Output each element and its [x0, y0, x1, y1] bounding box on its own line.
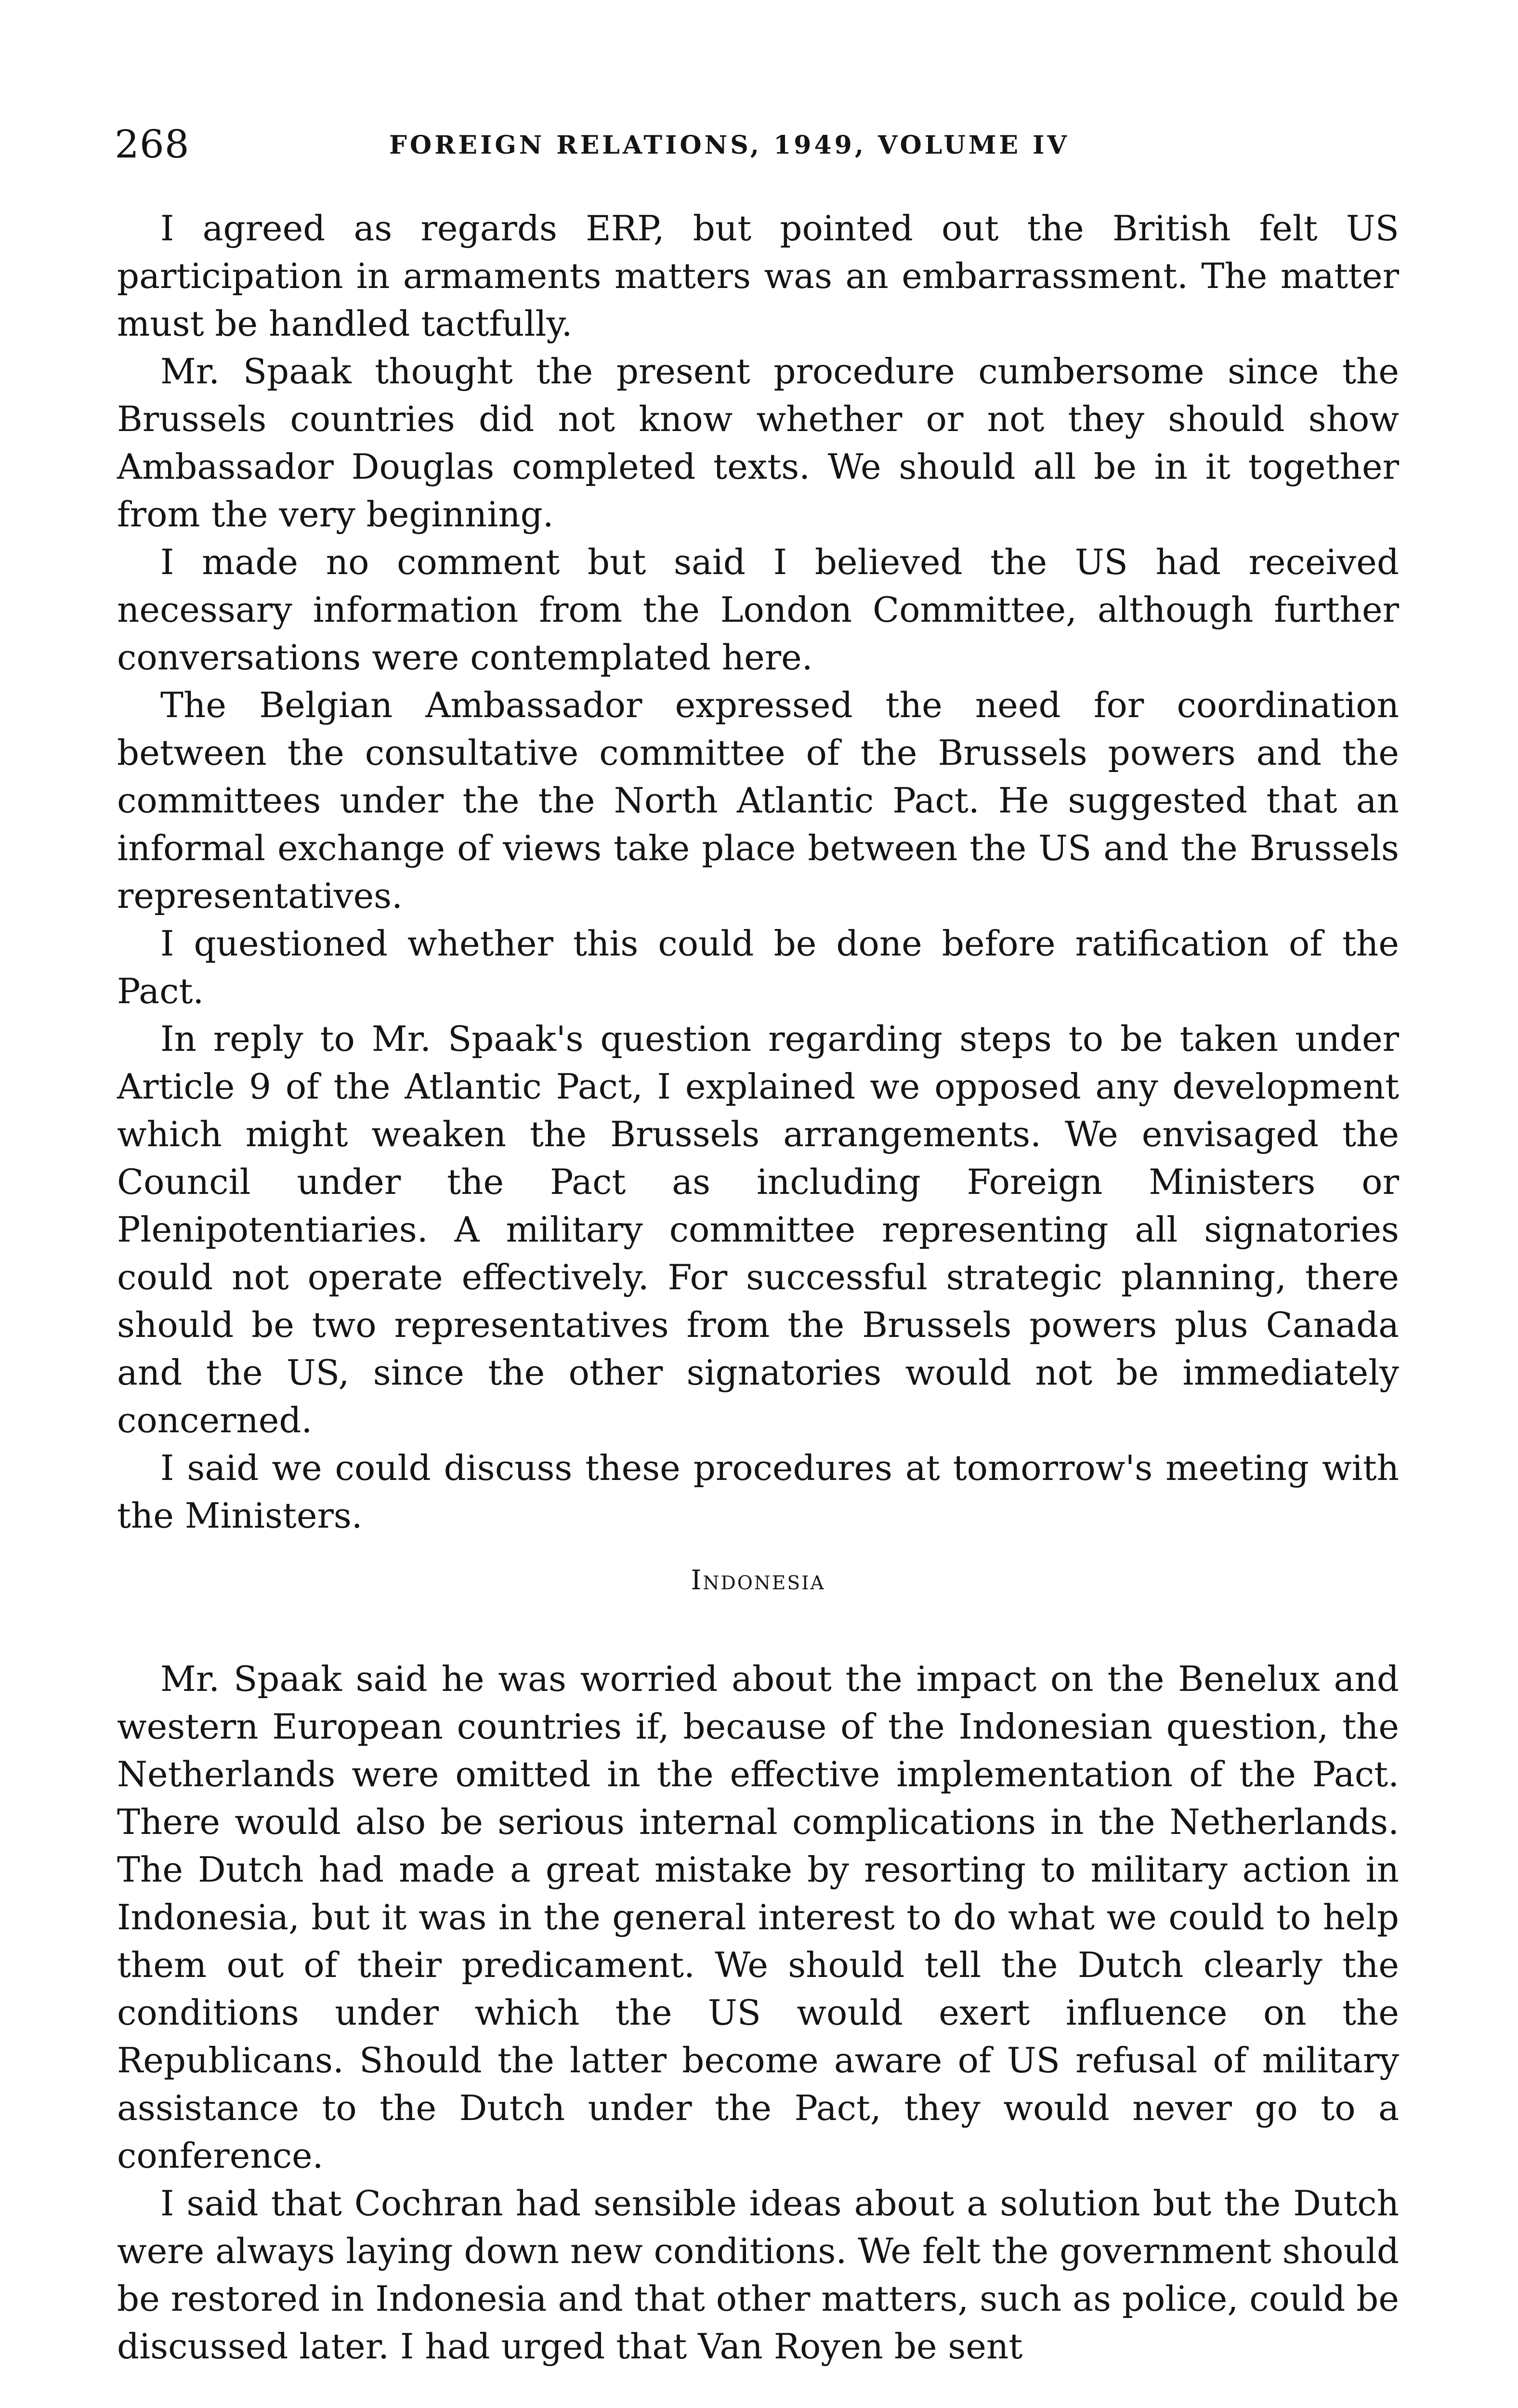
paragraph-ratification-question: I questioned whether this could be done before ratification of the Pact. [117, 923, 1399, 1011]
section-heading-indonesia: Indonesia [691, 1565, 825, 1596]
body-text [117, 205, 1399, 2370]
paragraph-spaak-procedure: Mr. Spaak thought the present procedure cumbersome since the Brussels countries did not know whether or not they should show Ambassador Douglas completed texts. We should all be in it together from the very beginning. [117, 351, 1399, 535]
paragraph-erp-agreement: I agreed as regards ERP, but pointed out the British felt US participation in armaments matters was an embarrassment. The matter must be handled tactfully. [117, 208, 1399, 344]
page-number: 268 [115, 122, 190, 167]
paragraph-london-committee: I made no comment but said I believed the US had received necessary information from the London Committee, although further conversations were contemplated here. [117, 542, 1399, 678]
paragraph-cochran: I said that Cochran had sensible ideas about a solution but the Dutch were always laying down new conditions. We felt the government should be restored in Indonesia and that other matters, such as police, could be discussed later. I had urged that Van Royen be sent [117, 2183, 1399, 2367]
paragraph-belgian-ambassador: The Belgian Ambassador expressed the need for coordination between the consultative committee of the Brussels powers and the committees under the the North Atlantic Pact. He suggested that an informal exchange of views take place between the US and the Brussels representatives. [117, 685, 1399, 916]
paragraph-ministers-meeting: I said we could discuss these procedures at tomorrow's meeting with the Ministers. [117, 1448, 1399, 1536]
running-title: FOREIGN RELATIONS, 1949, VOLUME IV [389, 131, 1070, 160]
running-head [115, 123, 1411, 166]
paragraph-article-9: In reply to Mr. Spaak's question regarding steps to be taken under Article 9 of the Atlantic Pact, I explained we opposed any development which might weaken the Brussels arrangements. We envisaged the Council under the Pact as including Foreign Ministers or Plenipotentiaries. A military committee representing all signatories could not operate effectively. For successful strategic planning, there should be two representatives from the Brussels powers plus Canada and the US, since the other signatories would not be immediately concerned. [117, 1019, 1399, 1440]
paragraph-spaak-indonesia: Mr. Spaak said he was worried about the impact on the Benelux and western European countries if, because of the Indonesian question, the Netherlands were omitted in the effective implementation of the Pact. There would also be serious internal complications in the Netherlands. The Dutch had made a great mistake by resorting to military action in Indonesia, but it was in the general interest to do what we could to help them out of their predicament. We should tell the Dutch clearly the conditions under which the US would exert influence on the Republicans. Should the latter become aware of US refusal of military assistance to the Dutch under the Pact, they would never go to a conference. [117, 1659, 1399, 2176]
